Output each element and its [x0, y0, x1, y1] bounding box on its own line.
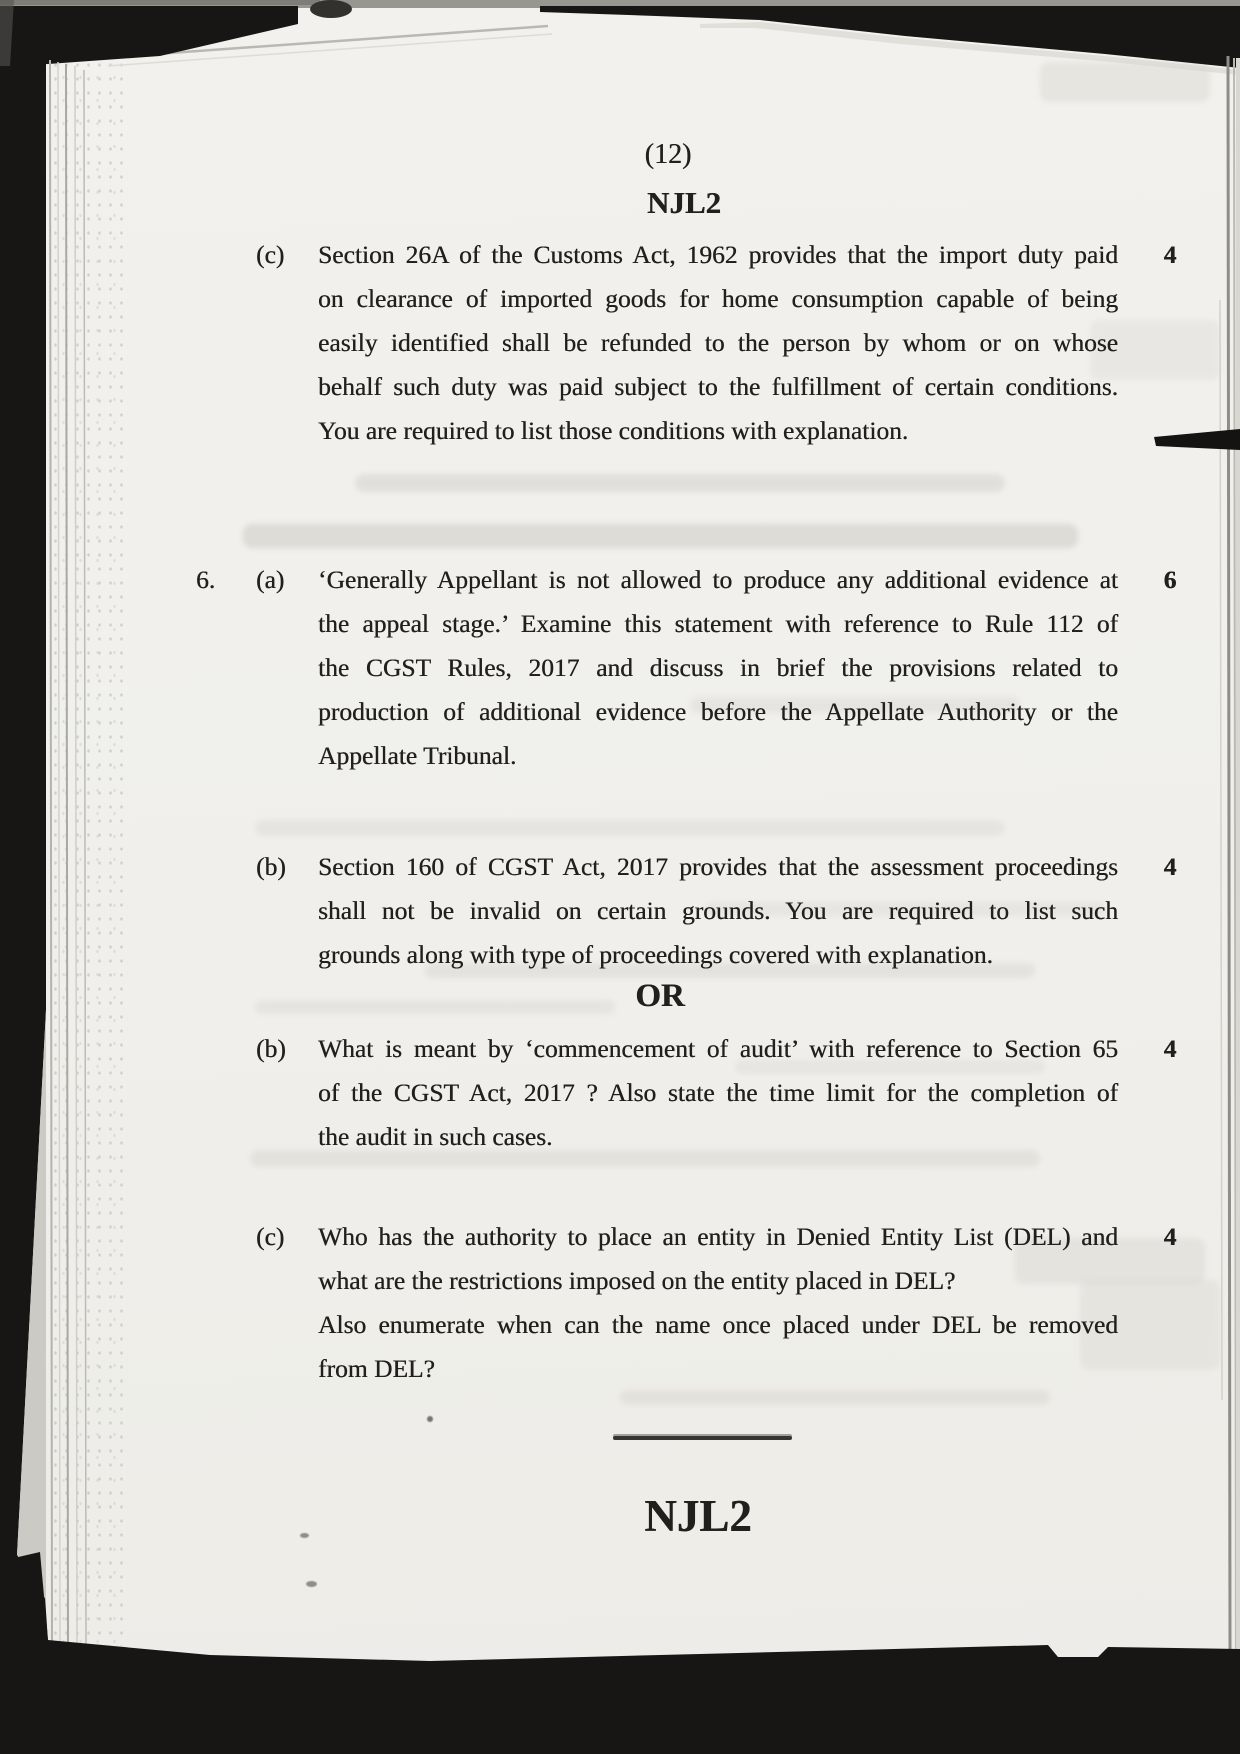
- question-line: the audit in such cases.: [318, 1122, 553, 1151]
- question-line: grounds along with type of proceedings covered with explanation.: [318, 940, 993, 969]
- question-line: on clearance of imported goods for home consumption capable of being: [318, 284, 1118, 313]
- question-line: of the CGST Act, 2017 ? Also state the time limit for the completion of: [318, 1078, 1118, 1107]
- question-line: Also enumerate when can the name once placed under DEL be removed: [318, 1310, 1118, 1339]
- question-line: easily identified shall be refunded to the person by whom or on whose: [318, 328, 1118, 357]
- question-line: Section 26A of the Customs Act, 1962 provides that the import duty paid: [318, 240, 1118, 269]
- question-line: Who has the authority to place an entity in Denied Entity List (DEL) and: [318, 1222, 1118, 1251]
- question-line: the CGST Rules, 2017 and discuss in brief the provisions related to: [318, 653, 1118, 682]
- page-number: (12): [644, 139, 692, 170]
- question-line: What is meant by ‘commencement of audit’ with reference to Section 65: [318, 1034, 1118, 1063]
- marks-value: 4: [1163, 1034, 1177, 1063]
- question-line: Section 160 of CGST Act, 2017 provides that the assessment proceedings: [318, 852, 1118, 881]
- question-marker: (b): [256, 1034, 286, 1063]
- question-marker: (c): [256, 1222, 285, 1251]
- question-line: shall not be invalid on certain grounds. You are required to list such: [318, 896, 1118, 925]
- or-separator: OR: [635, 978, 685, 1014]
- question-line: Appellate Tribunal.: [318, 741, 517, 770]
- question-line: ‘Generally Appellant is not allowed to produce any additional evidence at: [318, 565, 1118, 594]
- marks-value: 4: [1163, 852, 1177, 881]
- paper-code-top: NJL2: [646, 185, 722, 220]
- question-line: from DEL?: [318, 1354, 435, 1383]
- marks-value: 4: [1163, 1222, 1177, 1251]
- question-line: production of additional evidence before the Appellate Authority or the: [318, 697, 1118, 726]
- question-marker: (c): [256, 240, 285, 269]
- marks-value: 4: [1163, 240, 1177, 269]
- question-marker: (a): [256, 565, 285, 594]
- question-number: 6.: [196, 565, 216, 594]
- question-marker: (b): [256, 852, 286, 881]
- question-line: You are required to list those conditions with explanation.: [318, 416, 909, 445]
- question-line: behalf such duty was paid subject to the fulfillment of certain conditions.: [318, 372, 1118, 401]
- question-line: the appeal stage.’ Examine this statement with reference to Rule 112 of: [318, 609, 1118, 638]
- paper-code-bottom: NJL2: [644, 1491, 752, 1541]
- marks-value: 6: [1163, 565, 1177, 594]
- question-line: what are the restrictions imposed on the entity placed in DEL?: [318, 1266, 956, 1295]
